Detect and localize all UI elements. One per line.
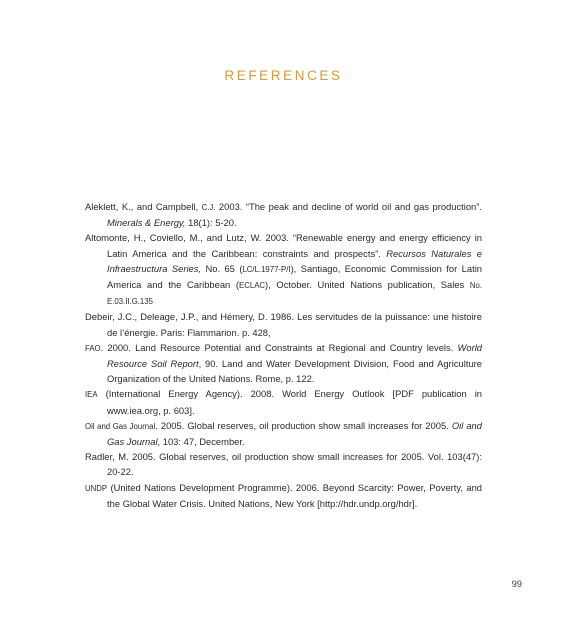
reference-text: Altomonte, H., Coviello, M., and Lutz, W. 2003. “Renewable energy and energy efficiency in Latin America and the Caribbean: constraints and prospects”. [85,232,482,259]
reference-text: Debeir, J.C., Deleage, J.P., and Hémery, D. 1986. Les servitudes de la puissance: une histoire de l’énergie. Paris: Flammarion. p. 428, [85,311,482,338]
reference-smallcaps-text: IEA [85,390,98,400]
reference-smallcaps-text: No. E.03.II.G.135 [107,281,482,307]
page-number: 99 [511,578,522,589]
reference-entry [85,199,482,230]
reference-text: ), Santiago, Economic Commission for Latin America and the Caribbean ( [107,262,482,291]
reference-text: 18(1): 5-20. [185,217,237,229]
reference-text: ), October. United Nations publication, Sales [265,279,470,291]
reference-text: (International Energy Agency). 2008. World Energy Outlook [PDF publication in www.iea.org, p. 603]. [97,388,482,416]
reference-text: Aleklett, K., and Campbell, [85,201,202,212]
reference-entry [85,449,482,479]
reference-smallcaps-text: UNDP [85,483,108,493]
reference-smallcaps-text: C.J. [201,203,216,212]
reference-text: , 90. Land and Water Development Division, Food and Agriculture Organization of the United Nations. Rome, p. 122. [107,358,482,385]
reference-text: (United Nations Development Programme). 2006. Beyond Scarcity: Power, Poverty, and the Global Water Crisis. United Nations, New York [http://hdr.undp.org/hdr]. [107,481,482,509]
reference-text: Radler, M. 2005. Global reserves, oil production show small increases for 2005. Vol. 103(47): 20-22. [85,451,482,478]
reference-list [85,199,482,511]
reference-smallcaps-text: ECLAC [239,281,266,291]
reference-entry [85,309,482,339]
reference-entry [85,386,482,417]
reference-entry [85,230,482,309]
reference-italic-text: Oil and Gas Journal [107,419,482,448]
reference-smallcaps-text: FAO [85,343,101,353]
reference-smallcaps-text: Oil and Gas Journal [85,421,156,431]
reference-text: No. 65 ( [201,262,243,274]
reference-italic-text: Recursos Naturales e Infraestructura Series, [107,247,482,274]
reference-entry [85,340,482,387]
reference-smallcaps-text: LC/L.1977-P/I [242,264,291,274]
reference-entry [85,480,482,511]
reference-text: . 2000. Land Resource Potential and Constraints at Regional and Country levels. [100,341,458,353]
reference-italic-text: World Resource Soil Report [107,341,482,370]
reference-text: . 2005. Global reserves, oil production show small increases for 2005. [155,419,452,431]
reference-italic-text: Minerals & Energy, [107,217,186,229]
reference-text: , 103: 47, December. [157,436,245,448]
reference-entry [85,418,482,449]
page-title: REFERENCES [224,68,343,83]
reference-text: 2003. “The peak and decline of world oil and gas production”. [215,201,483,212]
